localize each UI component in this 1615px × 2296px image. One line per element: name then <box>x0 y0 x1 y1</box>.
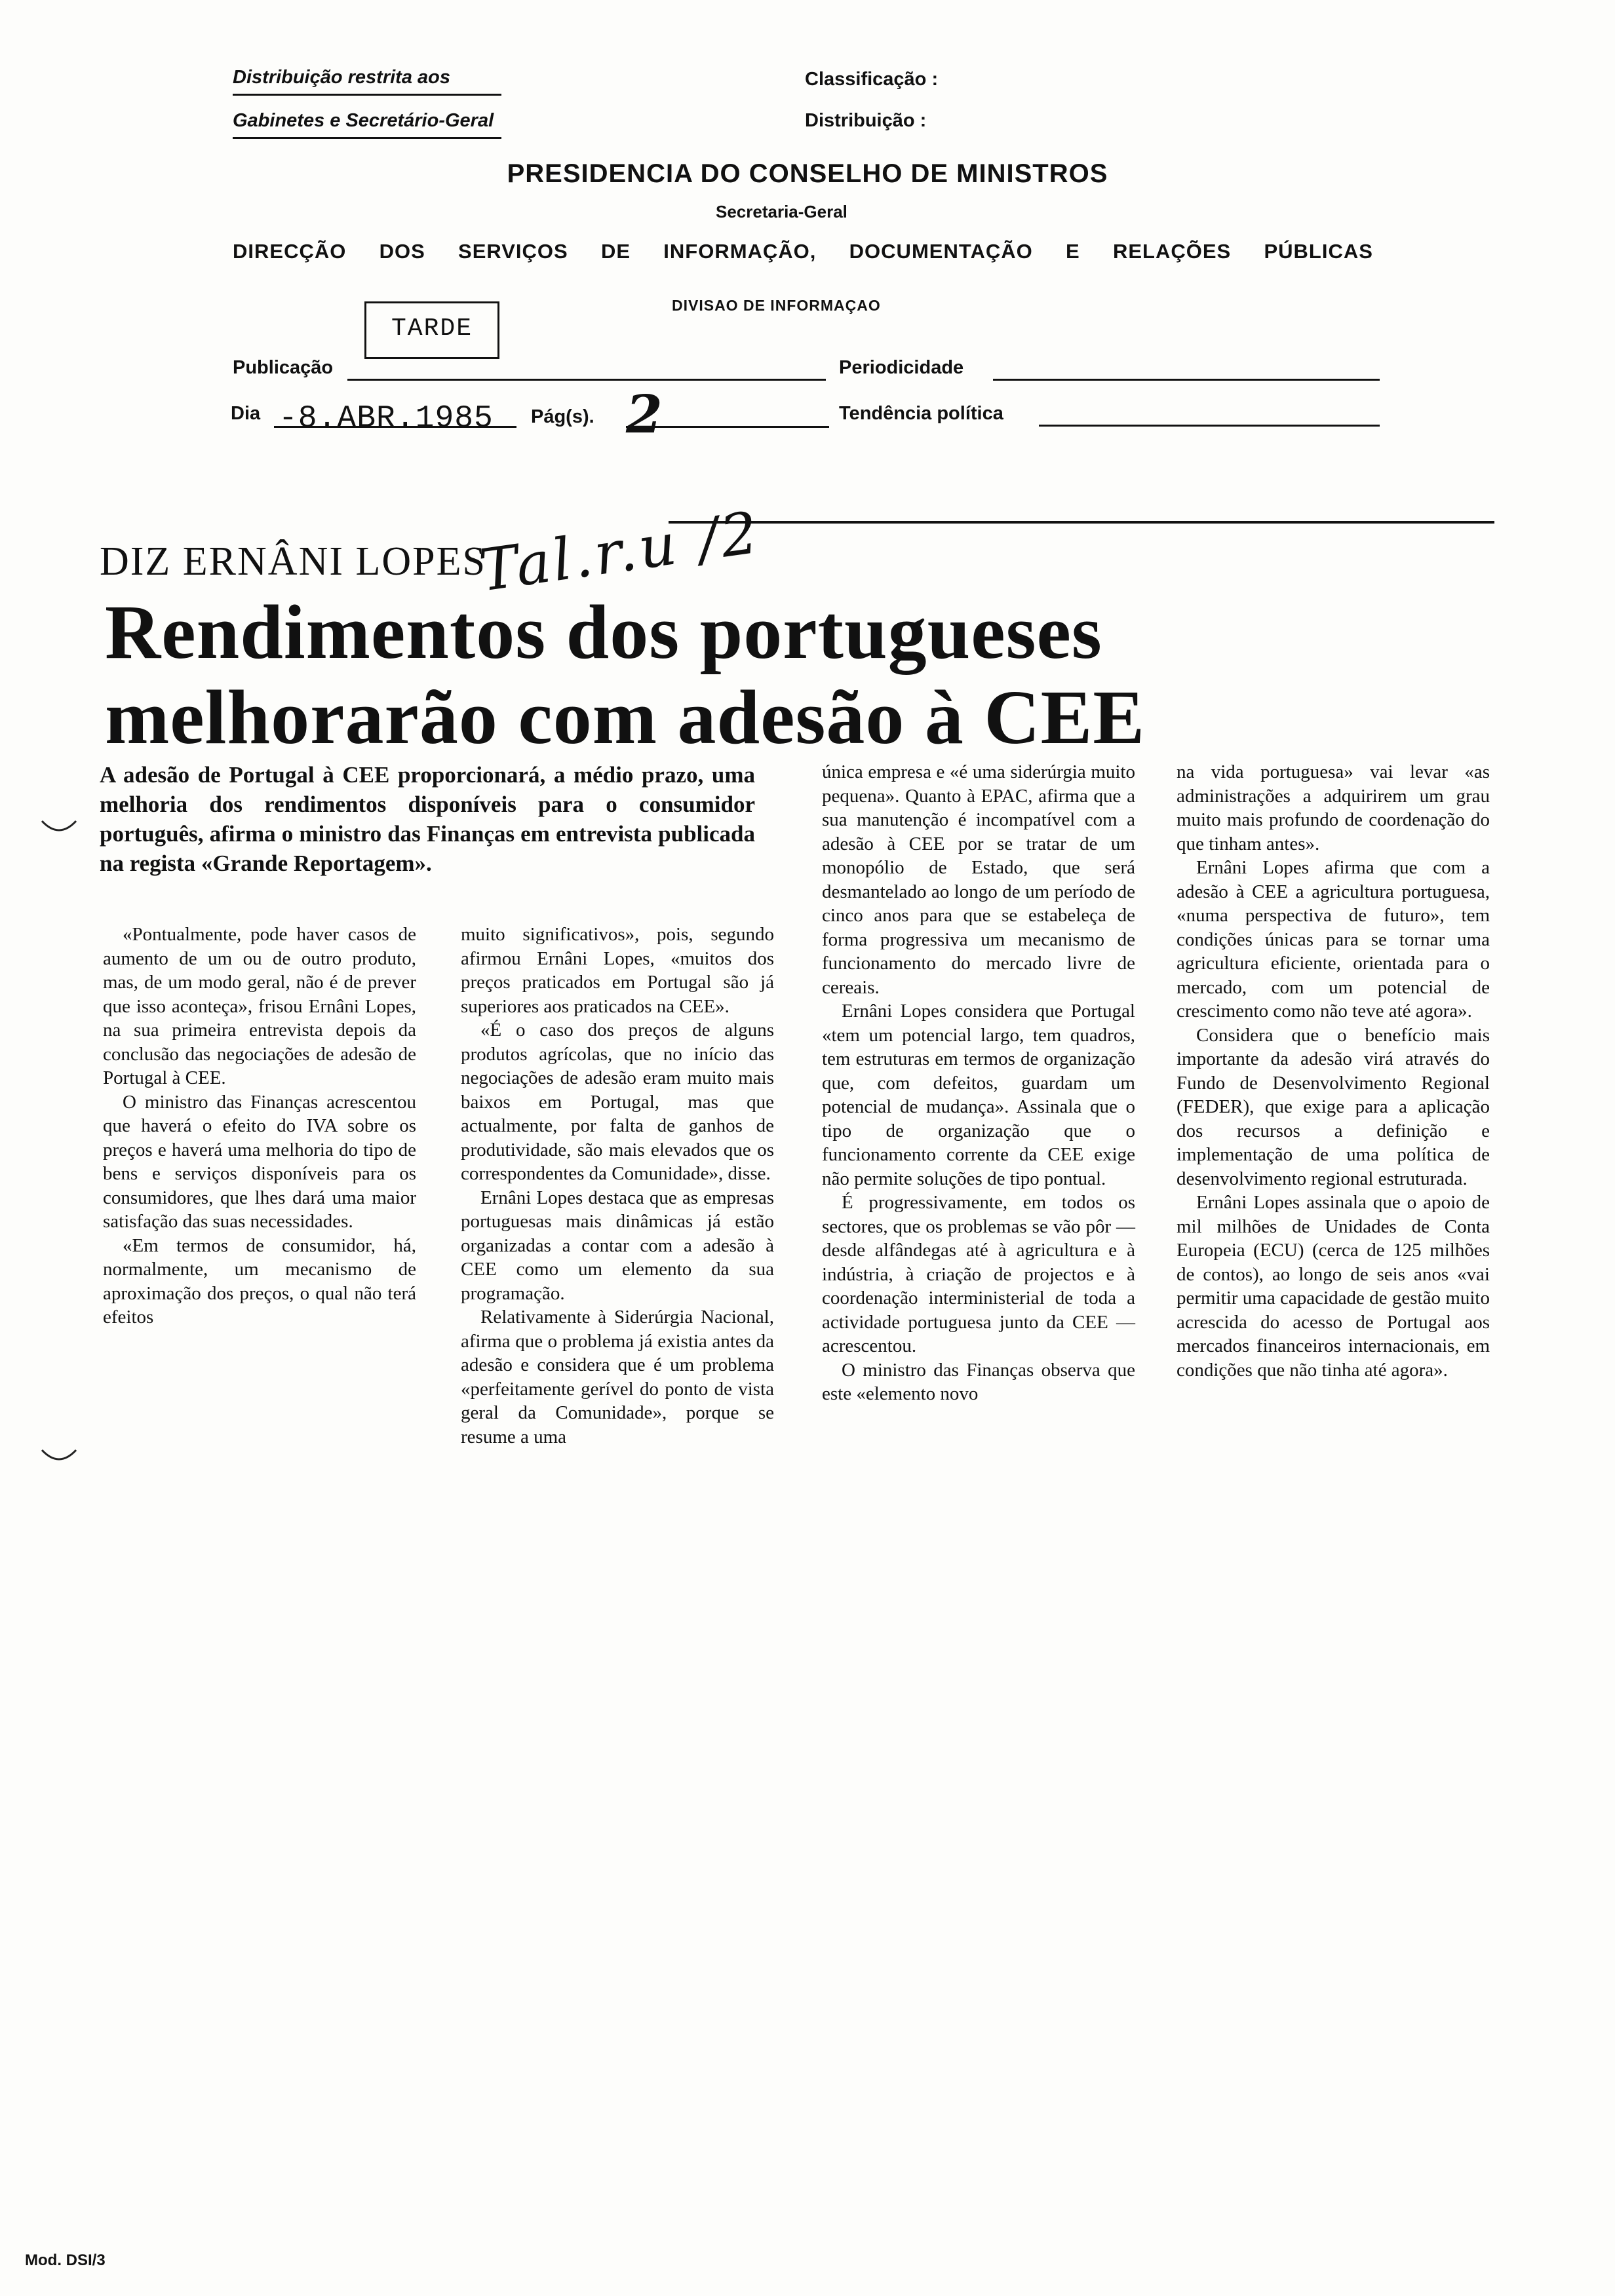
paragraph: «Em termos de consumidor, há, normalmente, um mecanismo de aproximação dos preços, o qual não terá efeitos <box>103 1234 416 1328</box>
paragraph: Ernâni Lopes destaca que as empresas portuguesas mais dinâmicas já estão organizadas a contar com a adesão à CEE como um elemento da sua programação. <box>461 1187 774 1304</box>
paragraph: Considera que o benefício mais importante da adesão virá através do Fundo de Desenvolvimento Regional (FEDER), que exige para a aplicação dos recursos a definição e implementação de uma política de desenvolvimento regional estruturada. <box>1177 1024 1490 1189</box>
article-column-1 <box>103 923 416 1330</box>
paragraph: única empresa e «é uma siderúrgia muito pequena». Quanto à EPAC, afirma que a sua manutenção é incompatível com a adesão à CEE por se tratar de um monopólio de Estado, que será desmantelado ao longo de um período de cinco anos para que se estabeleça de forma progressiva um mecanismo de funcionamento do mercado livre de cereais. <box>822 761 1135 998</box>
divider <box>233 94 501 96</box>
tendencia-line <box>1039 425 1380 427</box>
article-column-2 <box>461 923 774 1449</box>
dia-stamp: -8.ABR.1985 <box>279 401 494 436</box>
handwritten-annotation: Tal.r.u /2 <box>475 498 765 605</box>
paragraph: Ernâni Lopes assinala que o apoio de mil milhões de Unidades de Conta Europeia (ECU) (cerca de 125 milhões de contos), ao longo de seis anos «vai permitir uma capacidade de gestão muito acrescida do acesso de Portugal aos mercados financeiros internacionais, em condições que não tinha até agora». <box>1177 1192 1490 1381</box>
form-model-code: Mod. DSI/3 <box>25 2251 106 2269</box>
pags-handwritten: 2 <box>626 383 663 445</box>
restricted-distribution-line2: Gabinetes e Secretário-Geral <box>233 110 494 131</box>
article-headline <box>105 590 1145 760</box>
direccao-word: PÚBLICAS <box>1264 240 1373 263</box>
article-column-4 <box>1177 760 1490 1382</box>
restricted-distribution-line1: Distribuição restrita aos <box>233 67 450 88</box>
pags-label: Pág(s). <box>531 406 594 427</box>
dia-label: Dia <box>231 403 261 424</box>
publicacao-label: Publicação <box>233 357 334 378</box>
direccao-word: DIRECÇÃO <box>233 240 347 263</box>
paragraph: Relativamente à Siderúrgia Nacional, afirma que o problema já existia antes da adesão e considera que é um problema «perfeitamente gerível do ponto de vista geral da Comunidade», porque se resume a uma <box>461 1307 774 1447</box>
periodicidade-label: Periodicidade <box>839 357 964 378</box>
direccao-word: E <box>1066 240 1080 263</box>
publicacao-line <box>347 379 826 381</box>
article-lead: A adesão de Portugal à CEE proporcionará, a médio prazo, uma melhoria dos rendimentos disponíveis para o consumidor português, afirma o ministro das Finanças em entrevista publicada na regista «Grande Reportagem». <box>100 762 755 876</box>
pags-line <box>626 426 829 428</box>
divisao-label: DIVISAO DE INFORMAÇAO <box>672 297 881 314</box>
direccao-word: INFORMAÇÃO, <box>663 240 817 263</box>
paragraph: muito significativos», pois, segundo afirmou Ernâni Lopes, «muitos dos preços praticados em Portugal são já superiores aos praticados na CEE». <box>461 924 774 1017</box>
paragraph: «Pontualmente, pode haver casos de aumento de um ou de outro produto, mas, de um modo geral, não é de prever que isso aconteça», frisou Ernâni Lopes, na sua primeira entrevista depois da conclusão das negociações de adesão de Portugal à CEE. <box>103 924 416 1088</box>
paragraph: O ministro das Finanças observa que este «elemento novo <box>822 1359 1135 1404</box>
direccao-word: DE <box>600 240 631 263</box>
paragraph: O ministro das Finanças acrescentou que haverá o efeito do IVA sobre os preços e haverá uma melhoria do tipo de bens e serviços disponíveis para os consumidores, que lhes dará uma maior satisfação das suas necessidades. <box>103 1091 416 1232</box>
hole-mark-icon <box>39 1445 79 1471</box>
tendencia-label: Tendência política <box>839 403 1003 424</box>
paragraph: na vida portuguesa» vai levar «as administrações a adquirirem um grau muito mais profundo de coordenação do que tinham antes». <box>1177 761 1490 854</box>
headline-line-2: melhorarão com adesão à CEE <box>105 674 1146 760</box>
hole-mark-icon <box>39 816 79 842</box>
headline-line-1: Rendimentos dos portugueses <box>105 589 1102 675</box>
publication-stamp: TARDE <box>364 301 499 359</box>
article-column-3 <box>822 760 1135 1406</box>
periodicidade-line <box>993 379 1380 381</box>
distribuicao-label: Distribuição : <box>805 110 927 131</box>
direccao-word: DOS <box>379 240 425 263</box>
article-kicker: DIZ ERNÂNI LOPES <box>100 539 486 584</box>
classificacao-label: Classificação : <box>805 69 939 90</box>
paragraph: É progressivamente, em todos os sectores, que os problemas se vão pôr — desde alfândegas até à agricultura e à indústria, à criação de projectos e à coordenação interministerial de toda a actividade portuguesa junto da CEE — acrescentou. <box>822 1192 1135 1356</box>
direccao-word: DOCUMENTAÇÃO <box>849 240 1033 263</box>
divider <box>233 137 501 139</box>
direccao-line <box>233 240 1373 263</box>
section-divider <box>669 521 1494 524</box>
paragraph: Ernâni Lopes considera que Portugal «tem um potencial largo, tem quadros, tem estruturas em termos de organização que, com defeitos, guardam um potencial de mudança». Assinala que o tipo de organização que o funcionamento corrente da CEE exige não permite soluções de tipo pontual. <box>822 1001 1135 1189</box>
paragraph: Ernâni Lopes afirma que com a adesão à CEE a agricultura portuguesa, «numa perspectiva de futuro», tem condições únicas para se tornar uma agricultura eficiente, orientada para o mercado, com um potencial de crescimento como não teve até agora». <box>1177 857 1490 1022</box>
institution-title: PRESIDENCIA DO CONSELHO DE MINISTROS <box>507 159 1108 188</box>
direccao-word: SERVIÇOS <box>458 240 568 263</box>
paragraph: «É o caso dos preços de alguns produtos agrícolas, que no início das negociações de adesão eram muito mais baixos em Portugal, mas que actualmente, por falta de ganhos de produtividade, são mais elevados que os correspondentes da Comunidade», disse. <box>461 1020 774 1184</box>
direccao-word: RELAÇÕES <box>1112 240 1232 263</box>
secretaria-geral: Secretaria-Geral <box>716 202 847 221</box>
